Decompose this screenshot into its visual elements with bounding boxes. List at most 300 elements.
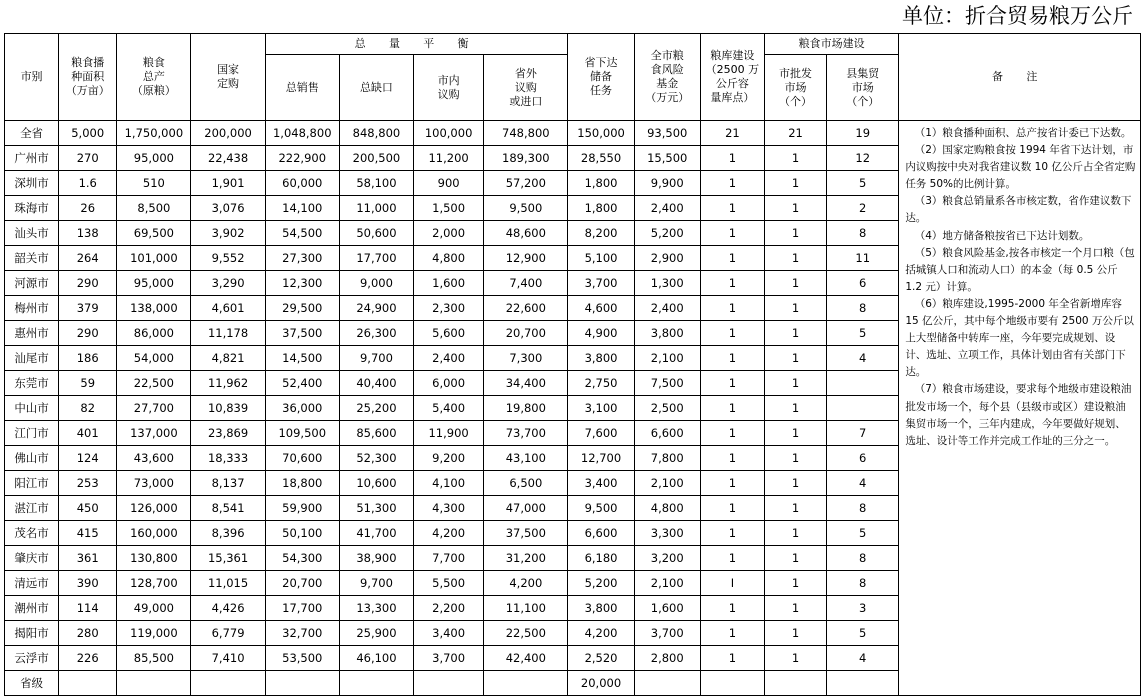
cell-wholesale: 1 (764, 296, 826, 321)
cell-shortage: 17,700 (339, 246, 413, 271)
cell-fund: 3,300 (634, 521, 700, 546)
cell-fund: 2,400 (634, 296, 700, 321)
cell-output: 95,000 (117, 271, 191, 296)
cell-outside: 42,400 (484, 646, 568, 671)
header-county-market: 县集贸 市场 （个） (827, 55, 899, 121)
cell-output: 8,500 (117, 196, 191, 221)
cell-sales: 17,700 (265, 596, 339, 621)
cell-wholesale: 1 (764, 196, 826, 221)
grain-plan-table (4, 33, 1141, 696)
cell-shortage: 38,900 (339, 546, 413, 571)
cell-reserve: 4,900 (568, 321, 634, 346)
cell-reserve: 8,200 (568, 221, 634, 246)
cell-shortage: 200,500 (339, 146, 413, 171)
cell-city: 韶关市 (5, 246, 59, 271)
cell-wholesale: 1 (764, 546, 826, 571)
cell-city: 中山市 (5, 396, 59, 421)
cell-warehouse: I (700, 571, 764, 596)
cell-purchase: 11,962 (191, 371, 265, 396)
cell-area: 59 (59, 371, 117, 396)
cell-wholesale: 1 (764, 346, 826, 371)
cell-outside: 57,200 (484, 171, 568, 196)
note-item: （5）粮食风险基金,按各市核定一个月口粮（包括城镇人口和流动人口）的本金（每 0.5 公斤 1.2 元）计算。 (905, 246, 1135, 293)
cell-sales: 29,500 (265, 296, 339, 321)
cell-purchase: 3,076 (191, 196, 265, 221)
cell-reserve: 1,800 (568, 196, 634, 221)
cell-outside: 4,200 (484, 571, 568, 596)
cell-warehouse: 1 (700, 521, 764, 546)
header-market-group: 粮食市场建设 (764, 34, 898, 55)
cell-area: 226 (59, 646, 117, 671)
cell-outside: 20,700 (484, 321, 568, 346)
cell-output: 43,600 (117, 446, 191, 471)
table-body (5, 121, 1141, 696)
cell-reserve: 6,180 (568, 546, 634, 571)
header-total-shortage: 总缺口 (339, 55, 413, 121)
cell-local: 11,900 (414, 421, 484, 446)
cell-outside: 7,300 (484, 346, 568, 371)
cell-reserve: 1,800 (568, 171, 634, 196)
note-item: （2）国家定购粮食按 1994 年省下达计划，市内议购按中央对我省建议数 10 亿公斤占全省定购任务 50%的比例计算。 (905, 144, 1136, 191)
cell-local: 4,800 (414, 246, 484, 271)
cell-warehouse: 1 (700, 296, 764, 321)
cell-county: 4 (827, 346, 899, 371)
cell-shortage: 26,300 (339, 321, 413, 346)
cell-output: 54,000 (117, 346, 191, 371)
cell-warehouse: 1 (700, 196, 764, 221)
cell-city: 潮州市 (5, 596, 59, 621)
cell-purchase: 7,410 (191, 646, 265, 671)
cell-county (827, 396, 899, 421)
cell-county: 3 (827, 596, 899, 621)
note-item: （7）粮食市场建设，要求每个地级市建设粮油批发市场一个，每个县（县级市或区）建设粮油集贸市场一个，三年内建成，今年要做好规划、选址、设计等工作并完成工作址的三分之一。 (905, 383, 1132, 447)
cell-reserve: 4,200 (568, 621, 634, 646)
cell-wholesale: 1 (764, 271, 826, 296)
header-city: 市别 (5, 34, 59, 121)
header-outside-import: 省外 议购 或进口 (484, 55, 568, 121)
cell-output: 128,700 (117, 571, 191, 596)
cell-area: 253 (59, 471, 117, 496)
cell-outside: 12,900 (484, 246, 568, 271)
cell-fund: 2,400 (634, 196, 700, 221)
cell-reserve: 5,100 (568, 246, 634, 271)
cell-outside: 6,500 (484, 471, 568, 496)
cell-outside: 748,800 (484, 121, 568, 146)
cell-outside: 34,400 (484, 371, 568, 396)
cell-sales: 1,048,800 (265, 121, 339, 146)
cell-purchase: 4,601 (191, 296, 265, 321)
cell-warehouse: 1 (700, 271, 764, 296)
cell-wholesale: 1 (764, 596, 826, 621)
cell-sales: 59,900 (265, 496, 339, 521)
cell-local: 4,200 (414, 521, 484, 546)
header-provincial-reserve: 省下达 储备 任务 (568, 34, 634, 121)
cell-shortage: 46,100 (339, 646, 413, 671)
cell-sales: 37,500 (265, 321, 339, 346)
cell-reserve: 3,800 (568, 596, 634, 621)
cell-wholesale (764, 671, 826, 696)
cell-purchase: 11,015 (191, 571, 265, 596)
cell-shortage: 41,700 (339, 521, 413, 546)
cell-sales: 52,400 (265, 371, 339, 396)
header-city-negotiated: 市内 议购 (414, 55, 484, 121)
cell-fund: 9,900 (634, 171, 700, 196)
cell-local: 900 (414, 171, 484, 196)
cell-warehouse: 21 (700, 121, 764, 146)
cell-wholesale: 1 (764, 521, 826, 546)
cell-local: 7,700 (414, 546, 484, 571)
cell-outside (484, 671, 568, 696)
cell-area: 1.6 (59, 171, 117, 196)
cell-warehouse: 1 (700, 146, 764, 171)
cell-local: 4,100 (414, 471, 484, 496)
cell-fund: 6,600 (634, 421, 700, 446)
cell-warehouse (700, 671, 764, 696)
cell-city: 梅州市 (5, 296, 59, 321)
cell-county: 19 (827, 121, 899, 146)
cell-wholesale: 1 (764, 396, 826, 421)
cell-output: 85,500 (117, 646, 191, 671)
cell-fund: 7,500 (634, 371, 700, 396)
cell-warehouse: 1 (700, 371, 764, 396)
cell-output: 160,000 (117, 521, 191, 546)
header-balance-group: 总 量 平 衡 (265, 34, 568, 55)
cell-output: 138,000 (117, 296, 191, 321)
cell-shortage: 50,600 (339, 221, 413, 246)
cell-warehouse: 1 (700, 421, 764, 446)
cell-fund (634, 671, 700, 696)
cell-output: 126,000 (117, 496, 191, 521)
cell-local: 4,300 (414, 496, 484, 521)
cell-sales: 53,500 (265, 646, 339, 671)
cell-fund: 4,800 (634, 496, 700, 521)
cell-sales: 12,300 (265, 271, 339, 296)
cell-shortage: 9,000 (339, 271, 413, 296)
cell-warehouse: 1 (700, 246, 764, 271)
cell-purchase: 3,902 (191, 221, 265, 246)
cell-purchase (191, 671, 265, 696)
cell-county (827, 671, 899, 696)
cell-city: 茂名市 (5, 521, 59, 546)
cell-city: 省级 (5, 671, 59, 696)
cell-reserve: 3,400 (568, 471, 634, 496)
cell-fund: 2,100 (634, 346, 700, 371)
cell-reserve: 150,000 (568, 121, 634, 146)
cell-fund: 3,200 (634, 546, 700, 571)
cell-shortage: 9,700 (339, 571, 413, 596)
cell-fund: 2,500 (634, 396, 700, 421)
cell-outside: 43,100 (484, 446, 568, 471)
cell-shortage: 25,900 (339, 621, 413, 646)
cell-warehouse: 1 (700, 646, 764, 671)
cell-shortage (339, 671, 413, 696)
cell-purchase: 4,426 (191, 596, 265, 621)
cell-area: 114 (59, 596, 117, 621)
cell-city: 江门市 (5, 421, 59, 446)
cell-warehouse: 1 (700, 596, 764, 621)
cell-sales: 222,900 (265, 146, 339, 171)
cell-fund: 2,100 (634, 471, 700, 496)
cell-outside: 19,800 (484, 396, 568, 421)
cell-fund: 2,100 (634, 571, 700, 596)
cell-fund: 3,700 (634, 621, 700, 646)
cell-area: 270 (59, 146, 117, 171)
cell-output: 130,800 (117, 546, 191, 571)
cell-local: 1,600 (414, 271, 484, 296)
cell-purchase: 11,178 (191, 321, 265, 346)
cell-fund: 5,200 (634, 221, 700, 246)
table-row (5, 121, 1141, 146)
cell-reserve: 20,000 (568, 671, 634, 696)
cell-reserve: 6,600 (568, 521, 634, 546)
cell-county: 2 (827, 196, 899, 221)
cell-shortage: 11,000 (339, 196, 413, 221)
cell-county: 11 (827, 246, 899, 271)
cell-county: 5 (827, 171, 899, 196)
header-warehouse: 粮库建设 （2500 万 公斤容 量库点） (700, 34, 764, 121)
cell-wholesale: 1 (764, 321, 826, 346)
cell-county: 5 (827, 621, 899, 646)
cell-shortage: 25,200 (339, 396, 413, 421)
header-state-purchase: 国家 定购 (191, 34, 265, 121)
cell-area: 186 (59, 346, 117, 371)
cell-purchase: 6,779 (191, 621, 265, 646)
cell-purchase: 4,821 (191, 346, 265, 371)
cell-local: 6,000 (414, 371, 484, 396)
cell-output: 49,000 (117, 596, 191, 621)
cell-city: 湛江市 (5, 496, 59, 521)
cell-city: 阳江市 (5, 471, 59, 496)
cell-county: 6 (827, 271, 899, 296)
cell-output: 27,700 (117, 396, 191, 421)
cell-shortage: 9,700 (339, 346, 413, 371)
cell-county: 8 (827, 221, 899, 246)
cell-shortage: 52,300 (339, 446, 413, 471)
cell-area: 138 (59, 221, 117, 246)
remarks-notes (899, 121, 1141, 696)
cell-sales: 32,700 (265, 621, 339, 646)
cell-local: 3,700 (414, 646, 484, 671)
cell-sales: 60,000 (265, 171, 339, 196)
cell-shortage: 24,900 (339, 296, 413, 321)
cell-purchase: 8,541 (191, 496, 265, 521)
cell-local: 9,200 (414, 446, 484, 471)
cell-outside: 48,600 (484, 221, 568, 246)
note-item: （1）粮食播种面积、总产按省计委已下达数。 (914, 127, 1132, 139)
cell-wholesale: 1 (764, 221, 826, 246)
cell-warehouse: 1 (700, 471, 764, 496)
cell-reserve: 2,520 (568, 646, 634, 671)
cell-county (827, 371, 899, 396)
cell-outside: 31,200 (484, 546, 568, 571)
cell-local: 2,400 (414, 346, 484, 371)
cell-local: 5,400 (414, 396, 484, 421)
cell-county: 8 (827, 571, 899, 596)
cell-output: 119,000 (117, 621, 191, 646)
cell-area: 450 (59, 496, 117, 521)
header-wholesale-market: 市批发 市场 （个） (764, 55, 826, 121)
cell-area: 290 (59, 271, 117, 296)
cell-county: 5 (827, 321, 899, 346)
cell-county: 4 (827, 471, 899, 496)
cell-sales: 20,700 (265, 571, 339, 596)
cell-warehouse: 1 (700, 221, 764, 246)
cell-local: 5,600 (414, 321, 484, 346)
cell-output (117, 671, 191, 696)
cell-wholesale: 1 (764, 446, 826, 471)
cell-sales: 109,500 (265, 421, 339, 446)
cell-sales: 18,800 (265, 471, 339, 496)
cell-purchase: 23,869 (191, 421, 265, 446)
cell-fund: 2,800 (634, 646, 700, 671)
cell-city: 珠海市 (5, 196, 59, 221)
cell-county: 4 (827, 646, 899, 671)
cell-reserve: 2,750 (568, 371, 634, 396)
cell-sales: 54,300 (265, 546, 339, 571)
cell-output: 69,500 (117, 221, 191, 246)
cell-shortage: 13,300 (339, 596, 413, 621)
cell-city: 汕头市 (5, 221, 59, 246)
cell-area: 280 (59, 621, 117, 646)
cell-warehouse: 1 (700, 396, 764, 421)
cell-reserve: 28,550 (568, 146, 634, 171)
cell-outside: 47,000 (484, 496, 568, 521)
cell-local: 1,500 (414, 196, 484, 221)
cell-local: 2,000 (414, 221, 484, 246)
cell-warehouse: 1 (700, 171, 764, 196)
cell-outside: 189,300 (484, 146, 568, 171)
table-header (5, 34, 1141, 121)
cell-purchase: 9,552 (191, 246, 265, 271)
cell-reserve: 9,500 (568, 496, 634, 521)
cell-warehouse: 1 (700, 321, 764, 346)
cell-output: 101,000 (117, 246, 191, 271)
cell-county: 12 (827, 146, 899, 171)
header-area: 粮食播 种面积 （万亩） (59, 34, 117, 121)
cell-shortage: 51,300 (339, 496, 413, 521)
cell-shortage: 848,800 (339, 121, 413, 146)
cell-wholesale: 1 (764, 471, 826, 496)
cell-wholesale: 1 (764, 496, 826, 521)
cell-reserve: 5,200 (568, 571, 634, 596)
cell-fund: 93,500 (634, 121, 700, 146)
cell-purchase: 8,137 (191, 471, 265, 496)
cell-reserve: 12,700 (568, 446, 634, 471)
cell-reserve: 3,100 (568, 396, 634, 421)
cell-local: 3,400 (414, 621, 484, 646)
cell-area: 379 (59, 296, 117, 321)
cell-sales: 70,600 (265, 446, 339, 471)
cell-county: 7 (827, 421, 899, 446)
cell-fund: 7,800 (634, 446, 700, 471)
cell-outside: 7,400 (484, 271, 568, 296)
cell-area: 290 (59, 321, 117, 346)
cell-output: 73,000 (117, 471, 191, 496)
cell-output: 86,000 (117, 321, 191, 346)
cell-wholesale: 21 (764, 121, 826, 146)
cell-wholesale: 1 (764, 646, 826, 671)
cell-area: 82 (59, 396, 117, 421)
header-remarks: 备 注 (899, 34, 1141, 121)
cell-shortage: 58,100 (339, 171, 413, 196)
cell-shortage: 85,600 (339, 421, 413, 446)
cell-wholesale: 1 (764, 146, 826, 171)
cell-fund: 3,800 (634, 321, 700, 346)
cell-city: 全省 (5, 121, 59, 146)
cell-shortage: 40,400 (339, 371, 413, 396)
cell-sales: 50,100 (265, 521, 339, 546)
cell-sales: 14,100 (265, 196, 339, 221)
header-output: 粮食 总产 （原粮） (117, 34, 191, 121)
cell-shortage: 10,600 (339, 471, 413, 496)
cell-purchase: 15,361 (191, 546, 265, 571)
cell-purchase: 22,438 (191, 146, 265, 171)
cell-county: 8 (827, 296, 899, 321)
cell-output: 95,000 (117, 146, 191, 171)
cell-area: 401 (59, 421, 117, 446)
cell-city: 汕尾市 (5, 346, 59, 371)
cell-outside: 9,500 (484, 196, 568, 221)
cell-warehouse: 1 (700, 346, 764, 371)
cell-area: 124 (59, 446, 117, 471)
cell-outside: 11,100 (484, 596, 568, 621)
cell-fund: 1,600 (634, 596, 700, 621)
cell-reserve: 3,800 (568, 346, 634, 371)
cell-warehouse: 1 (700, 546, 764, 571)
cell-sales (265, 671, 339, 696)
cell-purchase: 1,901 (191, 171, 265, 196)
cell-county: 8 (827, 546, 899, 571)
cell-reserve: 4,600 (568, 296, 634, 321)
cell-purchase: 200,000 (191, 121, 265, 146)
cell-fund: 2,900 (634, 246, 700, 271)
cell-output: 137,000 (117, 421, 191, 446)
cell-sales: 14,500 (265, 346, 339, 371)
cell-outside: 37,500 (484, 521, 568, 546)
cell-wholesale: 1 (764, 571, 826, 596)
cell-outside: 22,600 (484, 296, 568, 321)
cell-city: 肇庆市 (5, 546, 59, 571)
cell-wholesale: 1 (764, 246, 826, 271)
cell-warehouse: 1 (700, 446, 764, 471)
cell-city: 清远市 (5, 571, 59, 596)
cell-county: 5 (827, 521, 899, 546)
cell-city: 云浮市 (5, 646, 59, 671)
header-risk-fund: 全市粮 食风险 基金 （万元） (634, 34, 700, 121)
cell-purchase: 10,839 (191, 396, 265, 421)
cell-wholesale: 1 (764, 621, 826, 646)
cell-city: 广州市 (5, 146, 59, 171)
cell-city: 惠州市 (5, 321, 59, 346)
cell-output: 22,500 (117, 371, 191, 396)
cell-city: 东莞市 (5, 371, 59, 396)
header-total-sales: 总销售 (265, 55, 339, 121)
cell-county: 8 (827, 496, 899, 521)
cell-outside: 22,500 (484, 621, 568, 646)
cell-area: 5,000 (59, 121, 117, 146)
cell-purchase: 8,396 (191, 521, 265, 546)
cell-local: 2,300 (414, 296, 484, 321)
cell-warehouse: 1 (700, 496, 764, 521)
note-item: （3）粮食总销量系各市核定数，省作建议数下达。 (905, 195, 1132, 225)
cell-area: 264 (59, 246, 117, 271)
cell-wholesale: 1 (764, 371, 826, 396)
cell-purchase: 18,333 (191, 446, 265, 471)
cell-city: 佛山市 (5, 446, 59, 471)
cell-local: 5,500 (414, 571, 484, 596)
cell-fund: 15,500 (634, 146, 700, 171)
cell-sales: 27,300 (265, 246, 339, 271)
